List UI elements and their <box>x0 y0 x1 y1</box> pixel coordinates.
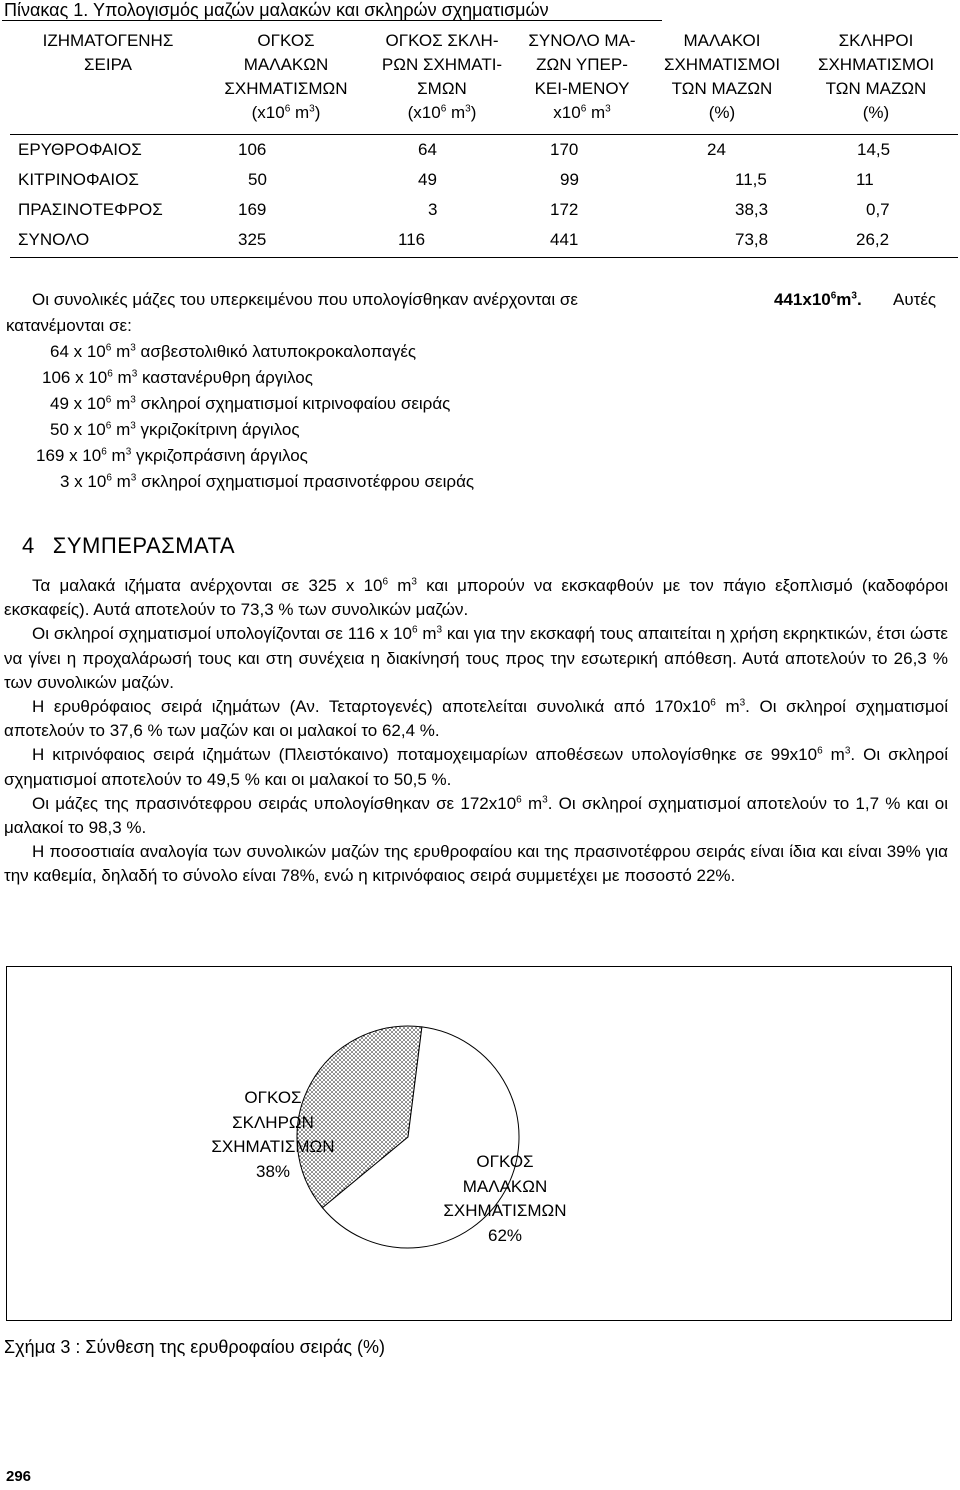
header-line: ΖΩΝ ΥΠΕΡ- <box>536 55 628 74</box>
header-line: ΟΓΚΟΣ ΣΚΛΗ- <box>385 31 499 50</box>
label-line: ΜΑΛΑΚΩΝ <box>462 1176 548 1196</box>
header-line: ΣΥΝΟΛΟ ΜΑ- <box>528 31 636 50</box>
table-row-total <box>0 230 960 254</box>
header-line: ΣΧΗΜΑΤΙΣΜΩΝ <box>224 79 348 98</box>
header-series <box>20 29 196 77</box>
header-unit: (%) <box>708 103 736 122</box>
summary-intro-tail: Αυτές <box>893 290 937 309</box>
header-line: ΜΑΛΑΚΩΝ <box>243 55 329 74</box>
section-body <box>4 574 948 889</box>
caption-underline <box>2 20 662 21</box>
cell-hard: 116 <box>398 230 426 249</box>
cell-soft: 50 <box>248 170 267 189</box>
cell-total: 99 <box>560 170 579 189</box>
header-line: ΡΩΝ ΣΧΗΜΑΤΙ- <box>381 55 503 74</box>
header-line: ΣΧΗΜΑΤΙΣΜΟΙ <box>663 55 781 74</box>
header-line: ΤΩΝ ΜΑΖΩΝ <box>825 79 927 98</box>
header-soft-pct <box>642 29 802 125</box>
header-line: ΣΧΗΜΑΤΙΣΜΟΙ <box>817 55 935 74</box>
figure-frame <box>6 966 952 1321</box>
summary-item: 169 x $10^6$ $m^3$ γκριζοπράσινη άργιλος <box>36 446 308 465</box>
header-line: ΣΜΩΝ <box>417 79 467 98</box>
summary-item: 3 x $10^6$ $m^3$ σκληροί σχηματισμοί πρασινοτέφρου σειράς <box>60 472 475 491</box>
cell-soft: 106 <box>238 140 267 159</box>
label-line: ΟΓΚΟΣ <box>476 1152 534 1171</box>
table-row <box>0 200 960 224</box>
cell-hard-pct: 11 <box>856 170 874 189</box>
summary-intro-line2: κατανέμονται σε: <box>6 316 132 335</box>
label-line: ΣΧΗΜΑΤΙΣΜΩΝ <box>443 1201 567 1220</box>
cell-hard-pct: 0,7 <box>866 200 890 219</box>
paragraph: Οι μάζες της πρασινότεφρου σειράς υπολογίσθηκαν σε $172x10^6$ $m^3$. Οι σκληροί σχηματισμοί αποτελούν το 1,7 % και οι μαλακοί το 98,3 %. <box>4 793 949 838</box>
section-heading <box>22 533 235 559</box>
table-row <box>0 170 960 194</box>
label-pct: 38% <box>255 1161 291 1181</box>
header-total <box>500 29 664 125</box>
summary-total: $441x10^6m^3$. <box>774 290 862 309</box>
header-line: ΜΑΛΑΚΟΙ <box>683 31 761 50</box>
cell-hard-pct: 14,5 <box>857 140 891 159</box>
summary-item: 64 x $10^6$ $m^3$ ασβεστολιθικό λατυποκροκαλοπαγές <box>50 342 417 361</box>
summary-item: 106 x $10^6$ $m^3$ καστανέρυθρη άργιλος <box>42 368 313 387</box>
cell-soft-pct: 73,8 <box>735 230 769 249</box>
cell-total: 170 <box>550 140 579 159</box>
header-unit: $x10^6$ $m^3$ <box>553 103 611 122</box>
page-number: 296 <box>6 1468 32 1485</box>
cell-soft: 169 <box>238 200 267 219</box>
table-rule-top <box>10 134 958 135</box>
header-line: ΙΖΗΜΑΤΟΓΕΝΗΣ <box>42 31 174 50</box>
table-row <box>0 140 960 164</box>
cell-series: ΣΥΝΟΛΟ <box>18 230 90 249</box>
table-header <box>0 29 960 129</box>
cell-hard-pct: 26,2 <box>856 230 890 249</box>
cell-total: 172 <box>550 200 579 219</box>
label-line: ΣΚΛΗΡΩΝ <box>232 1112 314 1132</box>
paragraph: Οι σκληροί σχηματισμοί υπολογίζονται σε 116 x $10^6$ $m^3$ και για την εκσκαφή τους απαιτείται η χρήση εκρηκτικών, έτσι ώστε να γίνει η προχαλάρωσή τους και στη συνέχεια η διακίνησή τους προς την εσωτερική απόθεση. Αυτά αποτελούν το 26,3 % των συνολικών μαζών. <box>4 624 948 692</box>
paragraph: Η ποσοστιαία αναλογία των συνολικών μαζών της ερυθροφαίου και της πρασινοτέφρου σειράς είναι ίδια και είναι 39% για την καθεμία, δηλαδή το σύνολο είναι 78%, ενώ η κιτρινόφαιος σειρά συμμετέχει με ποσοστό 22%. <box>4 842 948 886</box>
summary-item: 49 x $10^6$ $m^3$ σκληροί σχηματισμοί κιτρινοφαίου σειράς <box>50 394 451 413</box>
header-line: ΤΩΝ ΜΑΖΩΝ <box>671 79 773 98</box>
cell-series: ΠΡΑΣΙΝΟΤΕΦΡΟΣ <box>18 200 163 219</box>
header-soft-volume <box>196 29 376 125</box>
label-pct: 62% <box>487 1225 523 1245</box>
summary-intro <box>32 287 578 313</box>
cell-hard: 64 <box>418 140 437 159</box>
cell-soft-pct: 24 <box>707 140 726 159</box>
header-unit: (%) <box>862 103 890 122</box>
cell-series: ΕΡΥΘΡΟΦΑΙΟΣ <box>18 140 142 159</box>
header-hard-pct <box>796 29 956 125</box>
cell-series: ΚΙΤΡΙΝΟΦΑΙΟΣ <box>18 170 139 189</box>
header-line: ΟΓΚΟΣ <box>257 31 315 50</box>
cell-hard: 49 <box>418 170 437 189</box>
summary-item: 50 x $10^6$ $m^3$ γκριζοκίτρινη άργιλος <box>50 420 300 439</box>
cell-soft-pct: 11,5 <box>735 170 767 189</box>
summary-intro-text: Οι συνολικές μάζες του υπερκειμένου που υπολογίσθηκαν ανέρχονται σε <box>32 290 578 309</box>
label-line: ΣΧΗΜΑΤΙΣΜΩΝ <box>211 1137 335 1156</box>
header-line: ΣΕΙΡΑ <box>84 55 132 74</box>
header-unit: ($x10^6$ $m^3$) <box>251 103 321 122</box>
cell-soft: 325 <box>238 230 267 249</box>
paragraph: Τα μαλακά ιζήματα ανέρχονται σε 325 x $10^6$ $m^3$ και μπορούν να εκσκαφθούν με τον πάγιο εξοπλισμό (καδοφόροι εκσκαφείς). Αυτά αποτελούν το 73,3 % των συνολικών μαζών. <box>4 576 948 620</box>
cell-hard: 3 <box>428 200 438 219</box>
section-title: ΣΥΜΠΕΡΑΣΜΑΤΑ <box>52 533 236 558</box>
label-line: ΟΓΚΟΣ <box>244 1088 302 1107</box>
cell-soft-pct: 38,3 <box>735 200 769 219</box>
table-caption: Πίνακας 1. Υπολογισμός μαζών μαλακών και σκληρών σχηματισμών <box>4 0 549 20</box>
header-unit: ($x10^6$ $m^3$) <box>407 103 477 122</box>
section-number: 4 <box>22 533 35 558</box>
header-line: ΣΚΛΗΡΟΙ <box>838 31 914 50</box>
paragraph: Η ερυθρόφαιος σειρά ιζημάτων (Αν. Τεταρτογενές) αποτελείται συνολικά από $170x10^6$ $m^3$. Οι σκληροί σχηματισμοί αποτελούν το 37,6 % των μαζών και οι μαλακοί το 62,4 %. <box>4 697 948 741</box>
cell-total: 441 <box>550 230 579 249</box>
paragraph: Η κιτρινόφαιος σειρά ιζημάτων (Πλειστόκαινο) ποταμοχειμαρίων αποθέσεων υπολογίσθηκε σε $99x10^6$ $m^3$. Οι σκληροί σχηματισμοί αποτελούν το 49,5 % και οι μαλακοί το 50,5 %. <box>4 745 948 789</box>
table-rule-bottom <box>10 257 958 258</box>
pie-label-hard <box>203 1086 343 1184</box>
pie-chart <box>7 967 951 1320</box>
header-line: ΚΕΙ-ΜΕΝΟΥ <box>534 79 630 98</box>
pie-label-soft <box>435 1150 575 1248</box>
figure-caption: Σχήμα 3 : Σύνθεση της ερυθροφαίου σειράς (%) <box>4 1337 386 1357</box>
